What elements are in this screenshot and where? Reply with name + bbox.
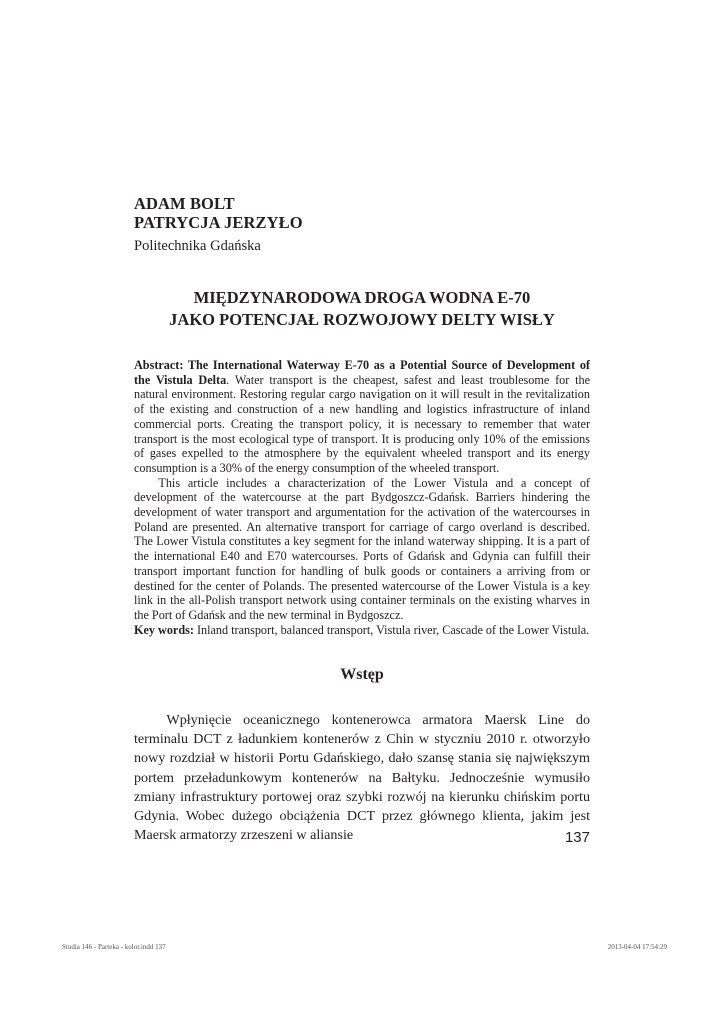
footer-timestamp: 2013-04-04 17:54:29 — [607, 943, 667, 951]
title-line-1: MIĘDZYNARODOWA DROGA WODNA E-70 — [193, 288, 531, 307]
affiliation: Politechnika Gdańska — [134, 238, 261, 254]
article-title — [120, 287, 604, 331]
footer-file-info: Studia 146 - Parteka - kolor.indd 137 — [62, 943, 166, 951]
author-name: PATRYCJA JERZYŁO — [134, 213, 303, 232]
body-paragraph: Wpłynięcie oceanicznego kontenerowca armatora Maersk Line do terminalu DCT z ładunkiem kontenerów z Chin w styczniu 2010 r. otworzyło nowy rozdział w historii Portu Gdańskiego, dało szansę stania się największym portem przeładunkowym kontenerów na Bałtyku. Jednocześnie wymusiło zmiany infrastruktury portowej oraz szybki rozwój na kierunku chińskim portu Gdynia. Wobec dużego obciążenia DCT przez głównego klienta, jakim jest Maersk armatorzy zrzeszeni w aliansie — [134, 712, 590, 844]
authors-block — [134, 194, 594, 255]
title-line-2: JAKO POTENCJAŁ ROZWOJOWY DELTY WISŁY — [169, 310, 555, 329]
page-number: 137 — [564, 829, 590, 846]
keywords-label: Key words: — [134, 622, 194, 637]
section-heading: Wstęp — [340, 666, 384, 683]
abstract-label: Abstract: The International Waterway E-70 as a Potential Source of Development of the Vistula Delta — [134, 358, 590, 387]
abstract — [134, 358, 590, 637]
keywords — [134, 623, 590, 638]
abstract-paragraph-2: This article includes a characterization of the Lower Vistula and a concept of development of the watercourse at the part Bydgoszcz-Gdańsk. Barriers hindering the development of water transport and argumentation for the activation of the watercourses in Poland are presented. An alternative transport for carriage of cargo overland is described. The Lower Vistula constitutes a key segment for the inland waterway shipping. It is a part of the international E40 and E70 watercourses. Ports of Gdańsk and Gdynia can fulfill their transport important function for handling of bulk goods or containers a arriving from or destined for the center of Polands. The presented watercourse of the Lower Vistula is a key link in the all-Polish transport network using container terminals on the existing wharves in the Port of Gdańsk and the new terminal in Bydgoszcz. — [134, 475, 590, 622]
author-name: ADAM BOLT — [134, 194, 235, 213]
abstract-paragraph-1 — [134, 358, 590, 476]
abstract-text-1: . Water transport is the cheapest, safest and least troublesome for the natural environment. Restoring regular cargo navigation on it will result in the revitalization of the existing and construction of a new handling and logistics infrastructure of inland commercial ports. Creating the transport policy, it is necessary to remember that water transport is the most ecological type of transport. It is producing only 10% of the emissions of gases expelled to the atmosphere by the equivalent wheeled transport and its energy consumption is a 30% of the energy consumption of the wheeled transport. — [134, 372, 590, 475]
body-text — [134, 711, 590, 845]
keywords-text: Inland transport, balanced transport, Vistula river, Cascade of the Lower Vistula. — [193, 622, 590, 637]
